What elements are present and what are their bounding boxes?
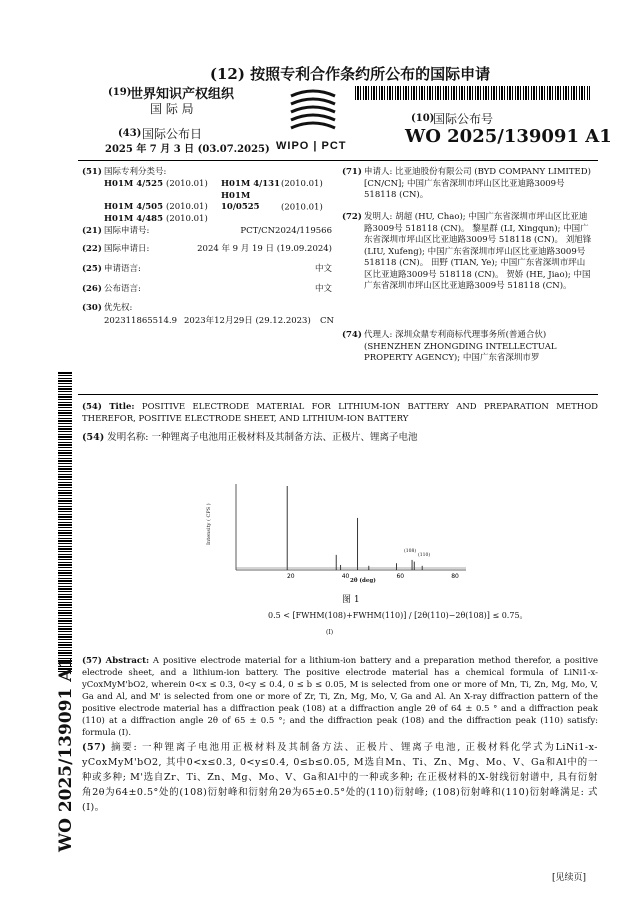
filelang: 中文 [314, 264, 332, 274]
pubno-number: (10) [411, 113, 435, 124]
figure-caption: 图 1 [342, 595, 360, 605]
ipc-version: (2010.01) [166, 213, 208, 224]
abstract-cn: 摘要: 一种锂离子电池用正极材料及其制备方法、正极片、锂离子电池, 正极材料化学式为LiNi1-x-yCoxMyM'bO2, 其中0<x≤0.3, 0<y≤0.4, 0≤b≤0.05, M选自Mn、Ti、Zn、Mg、Mo、V、Ga和Al中的一种或多种; M'选自Zr、Ti、Zn、Mg、Mo、V、Ga和Al中的一种或多种; 在正极材料的X-射线衍射谱中, 具有衍射角2θ为64±0.5°处的(108)衍射峰和衍射角2θ为65±0.5°处的(110)衍射峰; (108)衍射峰和(110)衍射峰满足: 式 (I)。 [82, 742, 598, 813]
ipc-label: 国际专利分类号: [104, 167, 167, 177]
section-divider [78, 394, 598, 395]
agent: 代理人: 深圳众鼎专利商标代理事务所(普通合伙) (SHENZHEN ZHONGDING INTELLECTUAL PROPERTY AGENCY); 中国广东省深圳市罗 [364, 330, 557, 363]
formula-number: (I) [326, 629, 334, 636]
inventors: 发明人: 胡超 (HU, Chao); 中国广东省深圳市坪山区比亚迪路3009号 518118 (CN)。 黎星群 (LI, Xingqun); 中国广东省深圳市坪山区比亚迪路3009号 518118 (CN)。 刘旭锋 (LIU, Xufeng); 中国广东省深圳市坪山区比亚迪路3009号 518118 (CN)。 田野 (TIAN, Ye); 中国广东省深圳市坪山区比亚迪路3009号 518118 (CN)。 贺娇 (HE, Jiao); 中国广东省深圳市坪山区比亚迪路3009号 518118 (CN)。 [364, 212, 592, 291]
agent-number: (74) [342, 330, 362, 340]
wipo-pct-text: WIPO | PCT [276, 140, 347, 152]
org-number: (19) [108, 87, 132, 98]
pubdate-label: 国际公布日 [142, 127, 203, 141]
priority-date: 2023年12月29日 (29.12.2023) [184, 316, 311, 326]
chart-xlabel: 2θ (deg) [350, 578, 376, 584]
filelang-number: (25) [82, 264, 102, 274]
ipc-number: (51) [82, 167, 102, 177]
publang-label: 公布语言: [104, 284, 141, 294]
inventor-number: (72) [342, 212, 362, 222]
ipc-code: H01M 4/131 [221, 179, 280, 189]
ipc-code: H01M 4/525 [104, 179, 163, 189]
appno-label: 国际申请号: [104, 226, 150, 236]
filing-date: 2024 年 9 月 19 日 (19.09.2024) [197, 244, 332, 254]
title-en-label: Title: [109, 402, 135, 412]
wipo-logo-icon [283, 88, 343, 140]
x-tick-label: 20 [286, 573, 295, 580]
pubno-label: 国际公布号 [433, 112, 494, 126]
x-tick-label: 40 [341, 573, 350, 580]
chart-ylabel: Intensity ( CPS ) [206, 503, 212, 545]
side-pubno: WO 2025/139091 A1 [56, 656, 76, 852]
publang: 中文 [314, 284, 332, 294]
ipc-version: (2010.01) [166, 179, 208, 189]
abstract-en: A positive electrode material for a lithium-ion battery and a preparation method therefor, a positive electrode sheet, and a lithium-ion battery. The positive electrode material has a chemical formula of LiNi1-x-yCoxMyM'bO2, wherein 0<x ≤ 0.3, 0<y ≤ 0.4, 0 ≤ b ≤ 0.05, M is selected from one or more of Mn, Ti, Zn, Mg, Mo, V, Ga and Al, and M' is selected from one or more of Zr, Ti, Zn, Mg, Mo, V, Ga and Al. An X-ray diffraction pattern of the positive electrode material has a diffraction peak (108) at a diffraction angle 2θ of 64 ± 0.5 ° and a diffraction peak (110) at a diffraction angle 2θ of 65 ± 0.5 °; and the diffraction peak (108) and the diffraction peak (110) satisfy: formula (I). [82, 656, 598, 738]
ipc-code: H01M 10/0525 [221, 190, 260, 212]
priority-number: (30) [82, 303, 102, 313]
title-en-number: (54) [82, 402, 102, 412]
formula: 0.5 < [FWHM(108)+FWHM(110)] / [2θ(110)−2θ(108)] ≤ 0.75。 [268, 611, 528, 620]
filing-label: 国际申请日: [104, 244, 150, 254]
priority-country: CN [320, 316, 334, 326]
document-title: (12) 按照专利合作条约所公布的国际申请 [209, 65, 491, 83]
ipc-list [104, 179, 344, 225]
abstract-en-number: (57) [82, 656, 102, 666]
filelang-label: 申请语言: [104, 264, 141, 274]
pubdate-number: (43) [118, 128, 142, 139]
pubno: WO 2025/139091 A1 [405, 126, 612, 147]
x-tick-label: 60 [396, 573, 405, 580]
org-name: 世界知识产权组织 [130, 87, 235, 102]
side-barcode [58, 372, 72, 672]
priority-row [104, 316, 334, 328]
ipc-code: H01M 4/505 [104, 202, 163, 212]
header-divider [78, 160, 598, 161]
top-barcode [355, 86, 590, 100]
appno: PCT/CN2024/119566 [240, 226, 332, 236]
priority-label: 优先权: [104, 303, 133, 313]
applicant-number: (71) [342, 167, 362, 177]
abstract-cn-number: (57) [82, 742, 107, 753]
pubdate: 2025 年 7 月 3 日 (03.07.2025) [105, 144, 270, 155]
appno-number: (21) [82, 226, 102, 236]
org-bureau: 国 际 局 [150, 102, 194, 116]
priority-no: 202311865514.9 [104, 316, 178, 326]
ipc-code: H01M 4/485 [104, 213, 163, 224]
title-cn-number: (54) [82, 432, 105, 443]
publang-number: (26) [82, 284, 102, 294]
title-cn: 发明名称: 一种锂离子电池用正极材料及其制备方法、正极片、锂离子电池 [107, 432, 418, 443]
ipc-version: (2010.01) [281, 202, 323, 212]
title-en: POSITIVE ELECTRODE MATERIAL FOR LITHIUM-ION BATTERY AND PREPARATION METHOD THEREFOR, POSITIVE ELECTRODE SHEET, AND LITHIUM-ION BATTERY [82, 402, 598, 424]
x-tick-label: 80 [451, 573, 459, 580]
applicant: 申请人: 比亚迪股份有限公司 (BYD COMPANY LIMITED) [CN/CN]; 中国广东省深圳市坪山区比亚迪路3009号 518118 (CN)。 [364, 167, 591, 200]
peak-label-110: (110) [418, 553, 431, 558]
xrd-chart [222, 478, 472, 588]
peak-label-108: (108) [404, 549, 417, 554]
filing-number: (22) [82, 244, 102, 254]
continued-note: [见续页] [552, 873, 587, 883]
abstract-en-label: Abstract: [105, 656, 150, 666]
ipc-version: (2010.01) [281, 179, 323, 189]
ipc-version: (2010.01) [166, 202, 208, 212]
